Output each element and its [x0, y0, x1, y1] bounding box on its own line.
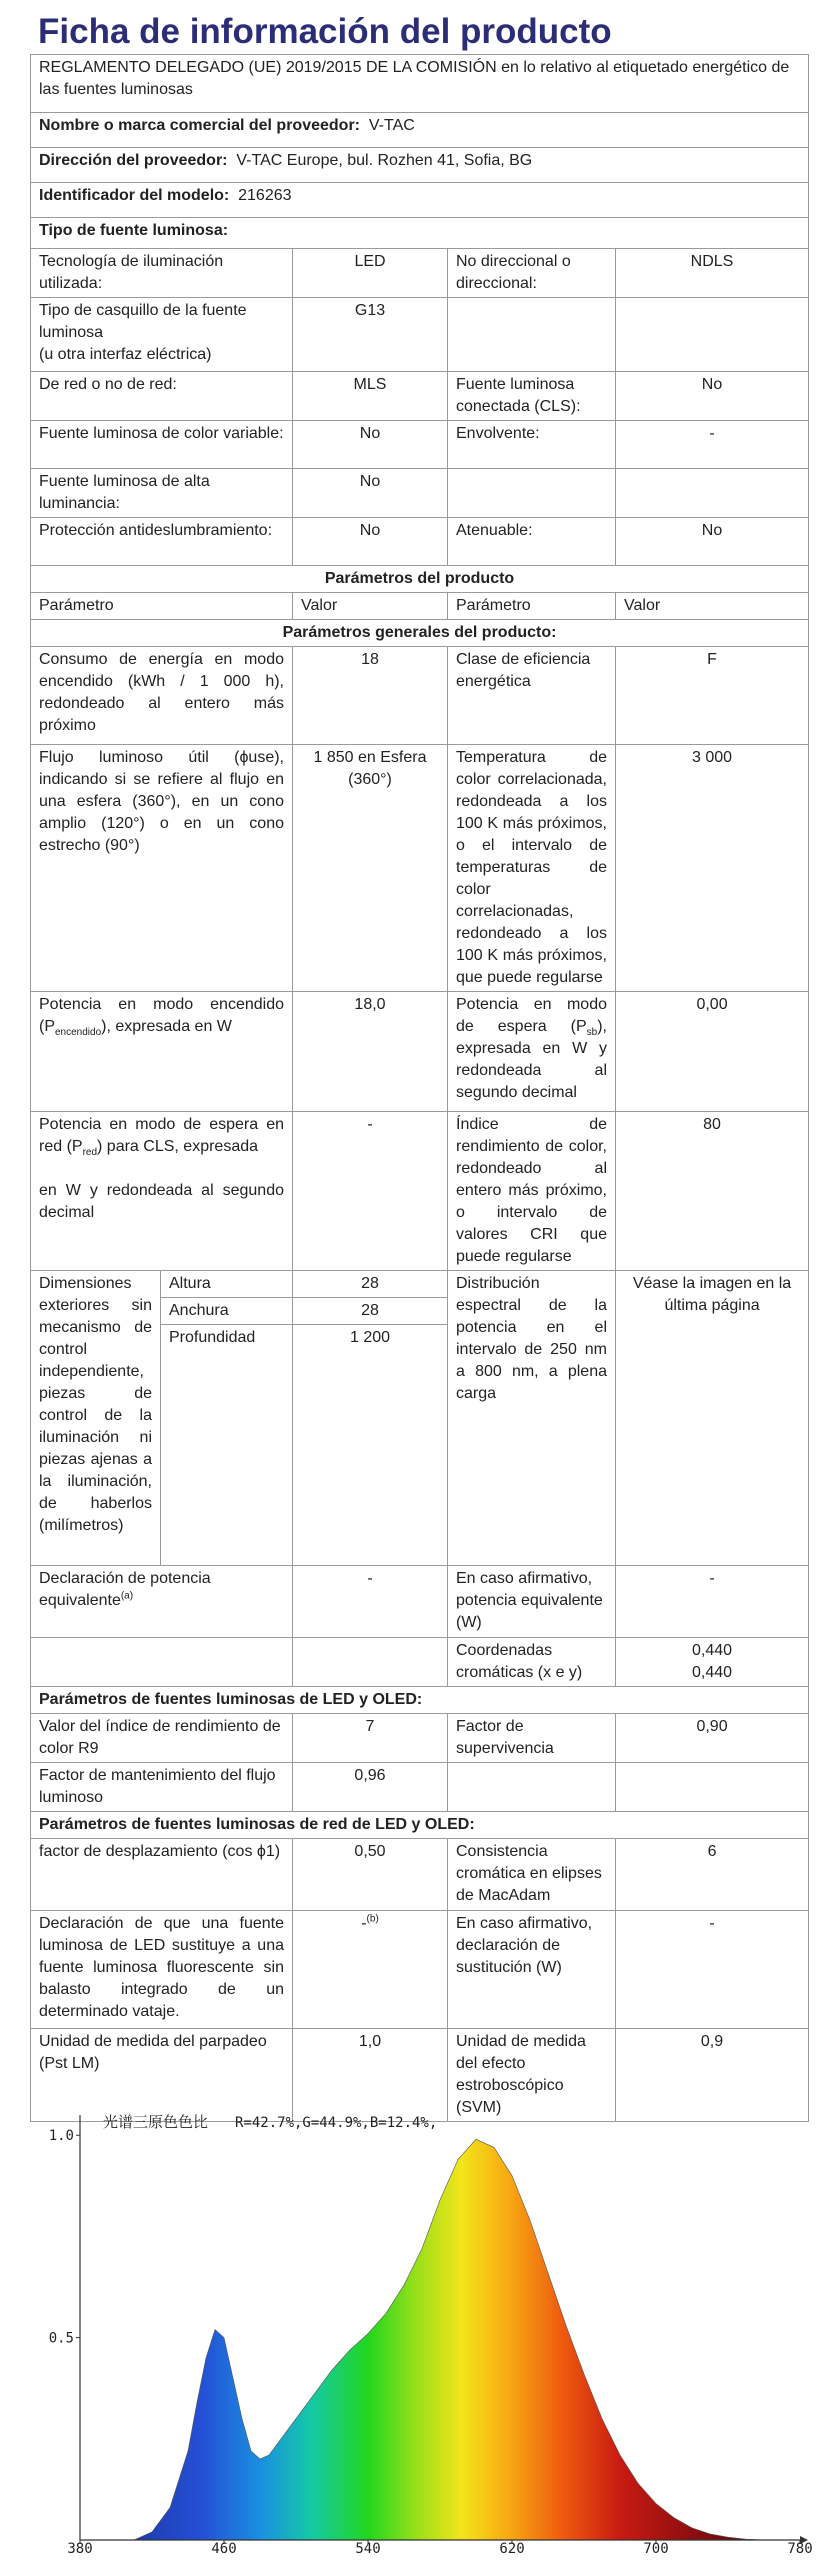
empty-cell	[616, 469, 809, 518]
equivalent-power-value: -	[293, 1566, 448, 1638]
model-id-label: Identificador del modelo:	[39, 187, 230, 204]
regulation-text: REGLAMENTO DELEGADO (UE) 2019/2015 DE LA COMISIÓN en lo relativo al etiquetado energético de las fuentes luminosas	[31, 55, 809, 113]
energy-consumption-label: Consumo de energía en modo encendido (kWh / 1 000 h), redondeado al entero más próximo	[31, 647, 293, 745]
col-header-param-2: Parámetro	[448, 593, 616, 620]
height-value: 28	[293, 1271, 448, 1298]
high-luminance-label: Fuente luminosa de alta luminancia:	[31, 469, 293, 518]
equivalent-power-label: Declaración de potencia equivalente$^{(a)}$	[31, 1566, 293, 1638]
spectrum-caption: 光谱三原色色比	[103, 2113, 209, 2131]
standby-power-label: Potencia en modo de espera $(P_{sb})$, expresada en W y redondeada al segundo decimal	[448, 992, 616, 1112]
spectrum-ratio: R=42.7%,G=44.9%,B=12.4%,	[235, 2115, 438, 2131]
cap-label: Tipo de casquillo de la fuente luminosa	[39, 302, 247, 341]
y-tick-label: 0.5	[48, 2330, 74, 2347]
equivalent-power-w-value: -	[616, 1566, 809, 1638]
y-tick-label: 1.0	[48, 2128, 74, 2145]
replacement-claim-w-value: -	[616, 1911, 809, 2029]
efficiency-class-value: F	[616, 647, 809, 745]
envelope-label: Envolvente:	[448, 421, 616, 469]
equivalent-power-w-label: En caso afirmativo, potencia equivalente (W)	[448, 1566, 616, 1638]
spectrum-area	[80, 2139, 800, 2540]
width-value: 28	[293, 1298, 448, 1325]
cap-value: G13	[293, 298, 448, 372]
lumen-maintenance-value: 0,96	[293, 1763, 448, 1812]
x-tick-label: 780	[787, 2541, 813, 2557]
cri-value: 80	[616, 1112, 809, 1271]
col-header-value: Valor	[293, 593, 448, 620]
survival-factor-value: 0,90	[616, 1714, 809, 1763]
flicker-value: 1,0	[293, 2029, 448, 2122]
x-ticks	[67, 2540, 812, 2557]
dimmable-label: Atenuable:	[448, 518, 616, 566]
cap-label-sub: (u otra interfaz eléctrica)	[39, 346, 212, 363]
cri-label: Índice de rendimiento de color, redondeado al entero más próximo, o intervalo de valores CRI que puede regularse	[448, 1112, 616, 1271]
y-ticks	[49, 2128, 80, 2346]
supplier-address-value: V-TAC Europe, bul. Rozhen 41, Sofia, BG	[236, 152, 533, 169]
supplier-name-value: V-TAC	[368, 117, 415, 134]
chromaticity-value: 0,440 0,440	[616, 1638, 809, 1687]
replacement-claim-value: -$^{(b)}$	[293, 1911, 448, 2029]
mains-label: De red o no de red:	[31, 372, 293, 421]
on-mode-power-label: Potencia en modo encendido $(P_{encendido})$, expresada en W	[31, 992, 293, 1112]
r9-label: Valor del índice de rendimiento de color R9	[31, 1714, 293, 1763]
replacement-claim-w-label: En caso afirmativo, declaración de sustitución (W)	[448, 1911, 616, 2029]
macadam-value: 6	[616, 1839, 809, 1911]
tech-label: Tecnología de iluminación utilizada:	[31, 249, 293, 298]
cct-value: 3 000	[616, 745, 809, 992]
col-header-value-2: Valor	[616, 593, 809, 620]
product-params-heading: Parámetros del producto	[31, 566, 809, 593]
empty-cell	[448, 469, 616, 518]
replacement-claim-label: Declaración de que una fuente luminosa de LED sustituye a una fuente luminosa fluorescente sin balasto integrado de un determinado vataje.	[31, 1911, 293, 2029]
spectral-distribution-value: Véase la imagen en la última página	[616, 1271, 809, 1566]
energy-consumption-value: 18	[293, 647, 448, 745]
depth-value: 1 200	[293, 1325, 448, 1566]
tech-value: LED	[293, 249, 448, 298]
width-label: Anchura	[161, 1298, 293, 1325]
general-params-heading: Parámetros generales del producto:	[31, 620, 809, 647]
ndls-value: NDLS	[616, 249, 809, 298]
cct-label: Temperatura de color correlacionada, redondeada a los 100 K más próximos, o el intervalo de temperaturas de color correlacionadas, redondeado a los 100 K más próximos, que puede regularse	[448, 745, 616, 992]
efficiency-class-label: Clase de eficiencia energética	[448, 647, 616, 745]
color-variable-value: No	[293, 421, 448, 469]
networked-standby-value: -	[293, 1112, 448, 1271]
svm-label: Unidad de medida del efecto estroboscópico (SVM)	[448, 2029, 616, 2122]
survival-factor-label: Factor de supervivencia	[448, 1714, 616, 1763]
x-tick-label: 380	[67, 2541, 93, 2557]
svm-value: 0,9	[616, 2029, 809, 2122]
luminous-flux-value: 1 850 en Esfera (360°)	[293, 745, 448, 992]
ndls-label: No direccional o direccional:	[448, 249, 616, 298]
macadam-label: Consistencia cromática en elipses de MacAdam	[448, 1839, 616, 1911]
x-tick-label: 700	[643, 2541, 669, 2557]
anti-glare-value: No	[293, 518, 448, 566]
r9-value: 7	[293, 1714, 448, 1763]
color-variable-label: Fuente luminosa de color variable:	[31, 421, 293, 469]
displacement-factor-value: 0,50	[293, 1839, 448, 1911]
mains-led-params-heading: Parámetros de fuentes luminosas de red de LED y OLED:	[31, 1812, 809, 1839]
empty-cell	[293, 1638, 448, 1687]
empty-cell	[616, 1763, 809, 1812]
dimmable-value: No	[616, 518, 809, 566]
empty-cell	[31, 1638, 293, 1687]
spectrum-chart	[30, 2105, 813, 2557]
chromaticity-label: Coordenadas cromáticas (x e y)	[448, 1638, 616, 1687]
anti-glare-label: Protección antideslumbramiento:	[31, 518, 293, 566]
depth-label: Profundidad	[161, 1325, 293, 1566]
model-id-value: 216263	[238, 187, 292, 204]
info-table	[30, 54, 809, 2122]
dimensions-label: Dimensiones exteriores sin mecanismo de control independiente, piezas de control de la iluminación ni piezas ajenas a la iluminación, de haberlos (milímetros)	[31, 1271, 161, 1566]
spectral-distribution-label: Distribución espectral de la potencia en el intervalo de 250 nm a 800 nm, a plena carga	[448, 1271, 616, 1566]
mains-value: MLS	[293, 372, 448, 421]
empty-cell	[616, 298, 809, 372]
source-type-heading: Tipo de fuente luminosa:	[31, 218, 809, 249]
standby-power-value: 0,00	[616, 992, 809, 1112]
cls-value: No	[616, 372, 809, 421]
lumen-maintenance-label: Factor de mantenimiento del flujo luminoso	[31, 1763, 293, 1812]
supplier-address-label: Dirección del proveedor:	[39, 152, 228, 169]
networked-standby-label: Potencia en modo de espera en red $(P_{red})$ para CLS, expresada en W y redondeada al segundo decimal	[31, 1112, 293, 1271]
displacement-factor-label: factor de desplazamiento (cos ϕ1)	[31, 1839, 293, 1911]
product-info-sheet	[30, 10, 808, 2122]
page-title: Ficha de información del producto	[38, 12, 612, 51]
cls-label: Fuente luminosa conectada (CLS):	[448, 372, 616, 421]
supplier-address-row	[31, 148, 809, 183]
led-params-heading: Parámetros de fuentes luminosas de LED y OLED:	[31, 1687, 809, 1714]
empty-cell	[448, 298, 616, 372]
x-tick-label: 620	[499, 2541, 525, 2557]
x-tick-label: 540	[355, 2541, 381, 2557]
on-mode-power-value: 18,0	[293, 992, 448, 1112]
envelope-value: -	[616, 421, 809, 469]
supplier-name-row	[31, 113, 809, 148]
luminous-flux-label: Flujo luminoso útil (ϕuse), indicando si se refiere al flujo en una esfera (360°), en un cono amplio (120°) o en un cono estrecho (90°)	[31, 745, 293, 992]
flicker-label: Unidad de medida del parpadeo (Pst LM)	[31, 2029, 293, 2122]
empty-cell	[448, 1763, 616, 1812]
col-header-param: Parámetro	[31, 593, 293, 620]
x-tick-label: 460	[211, 2541, 237, 2557]
high-luminance-value: No	[293, 469, 448, 518]
cap-label-cell	[31, 298, 293, 372]
supplier-name-label: Nombre o marca comercial del proveedor:	[39, 117, 360, 134]
model-id-row	[31, 183, 809, 218]
height-label: Altura	[161, 1271, 293, 1298]
